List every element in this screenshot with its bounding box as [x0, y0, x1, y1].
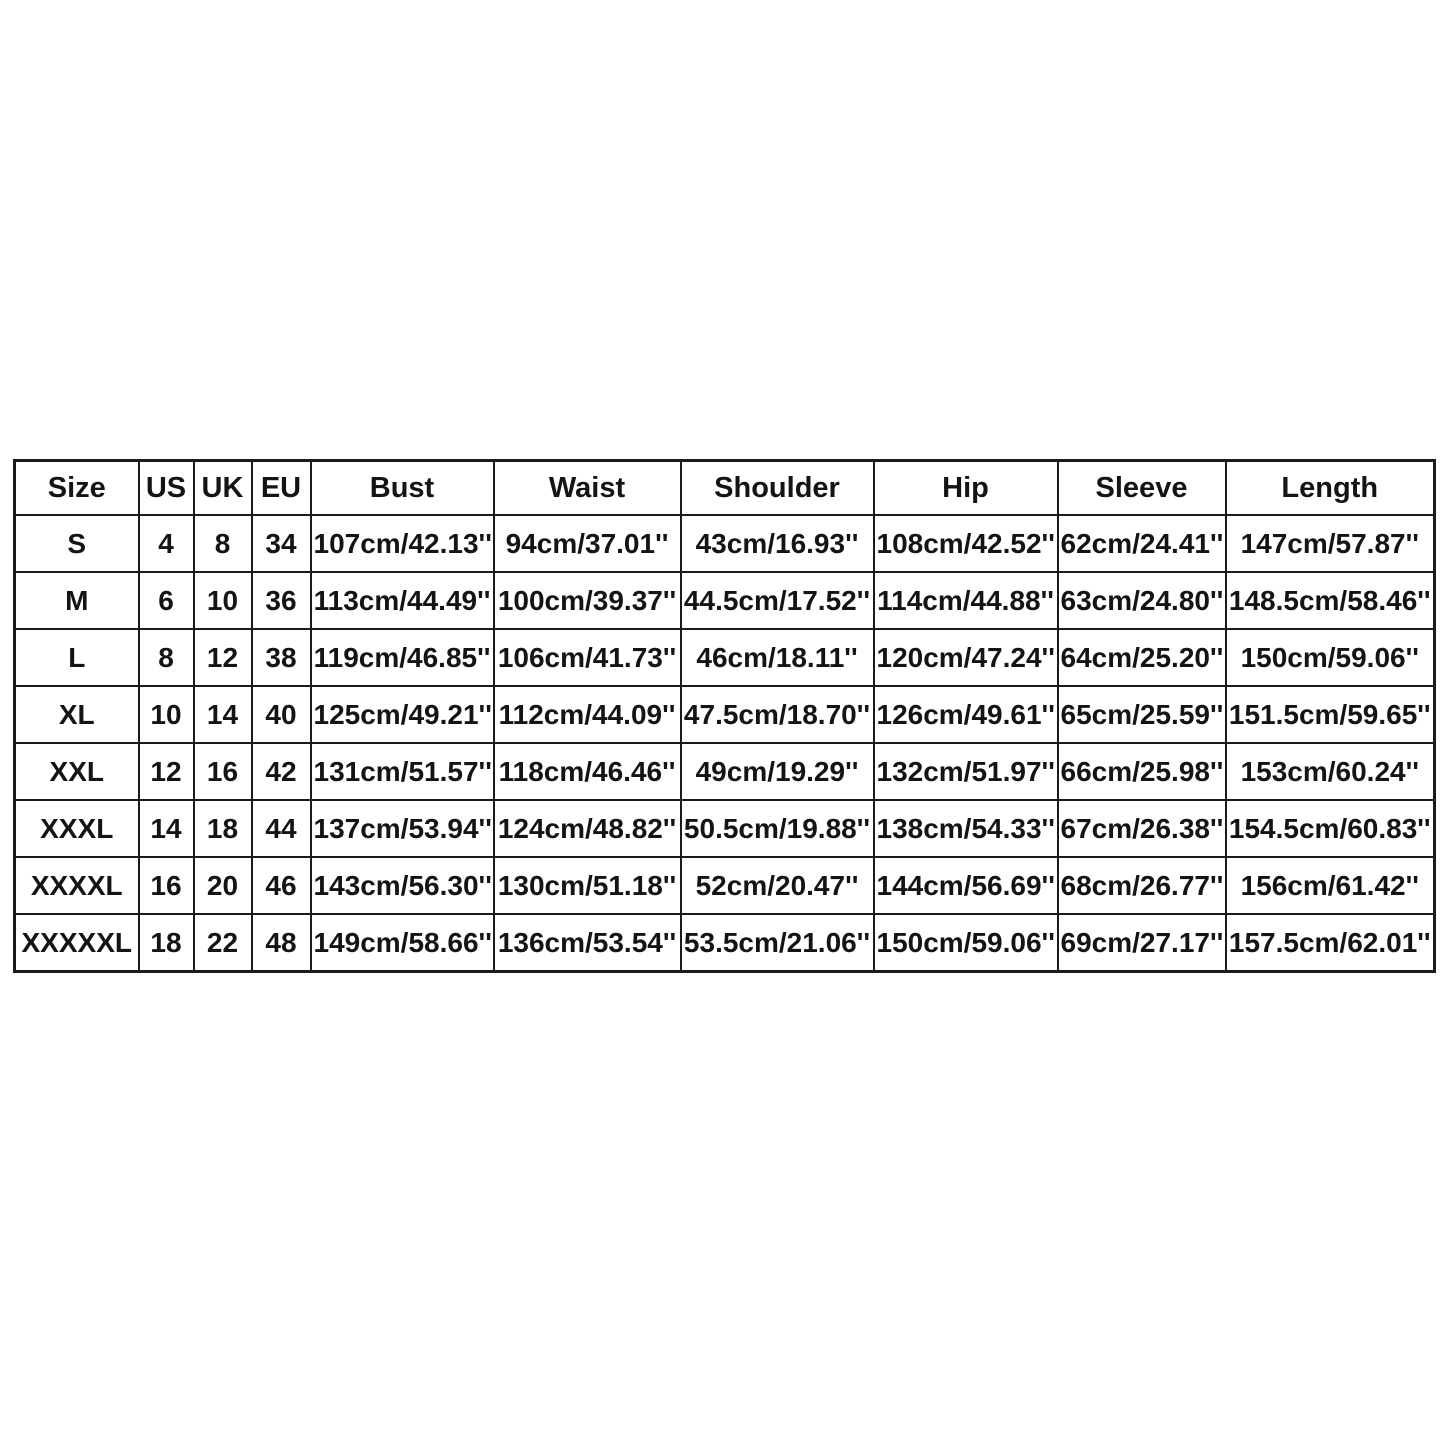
- table-cell: 52cm/20.47'': [681, 857, 874, 914]
- table-cell: 8: [139, 629, 194, 686]
- table-cell: 12: [194, 629, 252, 686]
- table-cell: 132cm/51.97'': [874, 743, 1058, 800]
- size-chart-table: [13, 459, 1436, 973]
- table-cell: 18: [139, 914, 194, 972]
- header-cell-bust: Bust: [311, 461, 494, 516]
- table-cell: 65cm/25.59'': [1058, 686, 1226, 743]
- table-cell: 12: [139, 743, 194, 800]
- table-cell: 143cm/56.30'': [311, 857, 494, 914]
- table-cell: 154.5cm/60.83'': [1226, 800, 1435, 857]
- table-cell: 46cm/18.11'': [681, 629, 874, 686]
- table-cell: 46: [252, 857, 311, 914]
- table-cell: 49cm/19.29'': [681, 743, 874, 800]
- table-cell: 38: [252, 629, 311, 686]
- table-cell: 113cm/44.49'': [311, 572, 494, 629]
- header-cell-length: Length: [1226, 461, 1435, 516]
- size-chart-body: [15, 515, 1435, 972]
- size-label-cell: XL: [15, 686, 139, 743]
- header-cell-size: Size: [15, 461, 139, 516]
- table-cell: 22: [194, 914, 252, 972]
- table-cell: 40: [252, 686, 311, 743]
- table-cell: 36: [252, 572, 311, 629]
- table-cell: 34: [252, 515, 311, 572]
- table-cell: 112cm/44.09'': [494, 686, 681, 743]
- table-cell: 106cm/41.73'': [494, 629, 681, 686]
- table-cell: 48: [252, 914, 311, 972]
- table-cell: 149cm/58.66'': [311, 914, 494, 972]
- table-cell: 100cm/39.37'': [494, 572, 681, 629]
- header-cell-waist: Waist: [494, 461, 681, 516]
- header-cell-uk: UK: [194, 461, 252, 516]
- size-chart: [13, 459, 1433, 973]
- header-cell-shoulder: Shoulder: [681, 461, 874, 516]
- table-row: [15, 800, 1435, 857]
- table-cell: 94cm/37.01'': [494, 515, 681, 572]
- table-cell: 18: [194, 800, 252, 857]
- table-cell: 150cm/59.06'': [1226, 629, 1435, 686]
- header-row: [15, 461, 1435, 516]
- table-cell: 130cm/51.18'': [494, 857, 681, 914]
- table-cell: 63cm/24.80'': [1058, 572, 1226, 629]
- table-cell: 43cm/16.93'': [681, 515, 874, 572]
- table-cell: 118cm/46.46'': [494, 743, 681, 800]
- table-cell: 16: [139, 857, 194, 914]
- table-row: [15, 629, 1435, 686]
- size-label-cell: S: [15, 515, 139, 572]
- table-cell: 14: [139, 800, 194, 857]
- table-row: [15, 857, 1435, 914]
- header-cell-hip: Hip: [874, 461, 1058, 516]
- table-cell: 124cm/48.82'': [494, 800, 681, 857]
- table-cell: 147cm/57.87'': [1226, 515, 1435, 572]
- table-cell: 137cm/53.94'': [311, 800, 494, 857]
- table-cell: 6: [139, 572, 194, 629]
- table-cell: 47.5cm/18.70'': [681, 686, 874, 743]
- table-cell: 16: [194, 743, 252, 800]
- table-cell: 44: [252, 800, 311, 857]
- table-cell: 148.5cm/58.46'': [1226, 572, 1435, 629]
- table-cell: 126cm/49.61'': [874, 686, 1058, 743]
- table-cell: 153cm/60.24'': [1226, 743, 1435, 800]
- table-cell: 131cm/51.57'': [311, 743, 494, 800]
- table-cell: 42: [252, 743, 311, 800]
- table-cell: 156cm/61.42'': [1226, 857, 1435, 914]
- table-row: [15, 572, 1435, 629]
- table-cell: 136cm/53.54'': [494, 914, 681, 972]
- table-cell: 53.5cm/21.06'': [681, 914, 874, 972]
- table-cell: 20: [194, 857, 252, 914]
- table-cell: 8: [194, 515, 252, 572]
- table-cell: 120cm/47.24'': [874, 629, 1058, 686]
- table-cell: 50.5cm/19.88'': [681, 800, 874, 857]
- header-cell-sleeve: Sleeve: [1058, 461, 1226, 516]
- table-cell: 108cm/42.52'': [874, 515, 1058, 572]
- table-cell: 14: [194, 686, 252, 743]
- table-cell: 114cm/44.88'': [874, 572, 1058, 629]
- table-cell: 10: [194, 572, 252, 629]
- table-cell: 138cm/54.33'': [874, 800, 1058, 857]
- table-cell: 62cm/24.41'': [1058, 515, 1226, 572]
- table-cell: 66cm/25.98'': [1058, 743, 1226, 800]
- size-label-cell: XXXL: [15, 800, 139, 857]
- table-row: [15, 743, 1435, 800]
- table-cell: 151.5cm/59.65'': [1226, 686, 1435, 743]
- table-cell: 107cm/42.13'': [311, 515, 494, 572]
- table-cell: 64cm/25.20'': [1058, 629, 1226, 686]
- table-cell: 157.5cm/62.01'': [1226, 914, 1435, 972]
- table-cell: 125cm/49.21'': [311, 686, 494, 743]
- size-label-cell: M: [15, 572, 139, 629]
- table-row: [15, 515, 1435, 572]
- table-cell: 68cm/26.77'': [1058, 857, 1226, 914]
- size-label-cell: XXL: [15, 743, 139, 800]
- table-row: [15, 914, 1435, 972]
- table-cell: 150cm/59.06'': [874, 914, 1058, 972]
- table-cell: 67cm/26.38'': [1058, 800, 1226, 857]
- table-cell: 144cm/56.69'': [874, 857, 1058, 914]
- table-cell: 4: [139, 515, 194, 572]
- size-label-cell: XXXXXL: [15, 914, 139, 972]
- size-label-cell: L: [15, 629, 139, 686]
- table-cell: 69cm/27.17'': [1058, 914, 1226, 972]
- table-cell: 44.5cm/17.52'': [681, 572, 874, 629]
- header-cell-eu: EU: [252, 461, 311, 516]
- table-row: [15, 686, 1435, 743]
- table-cell: 10: [139, 686, 194, 743]
- header-cell-us: US: [139, 461, 194, 516]
- table-cell: 119cm/46.85'': [311, 629, 494, 686]
- size-label-cell: XXXXL: [15, 857, 139, 914]
